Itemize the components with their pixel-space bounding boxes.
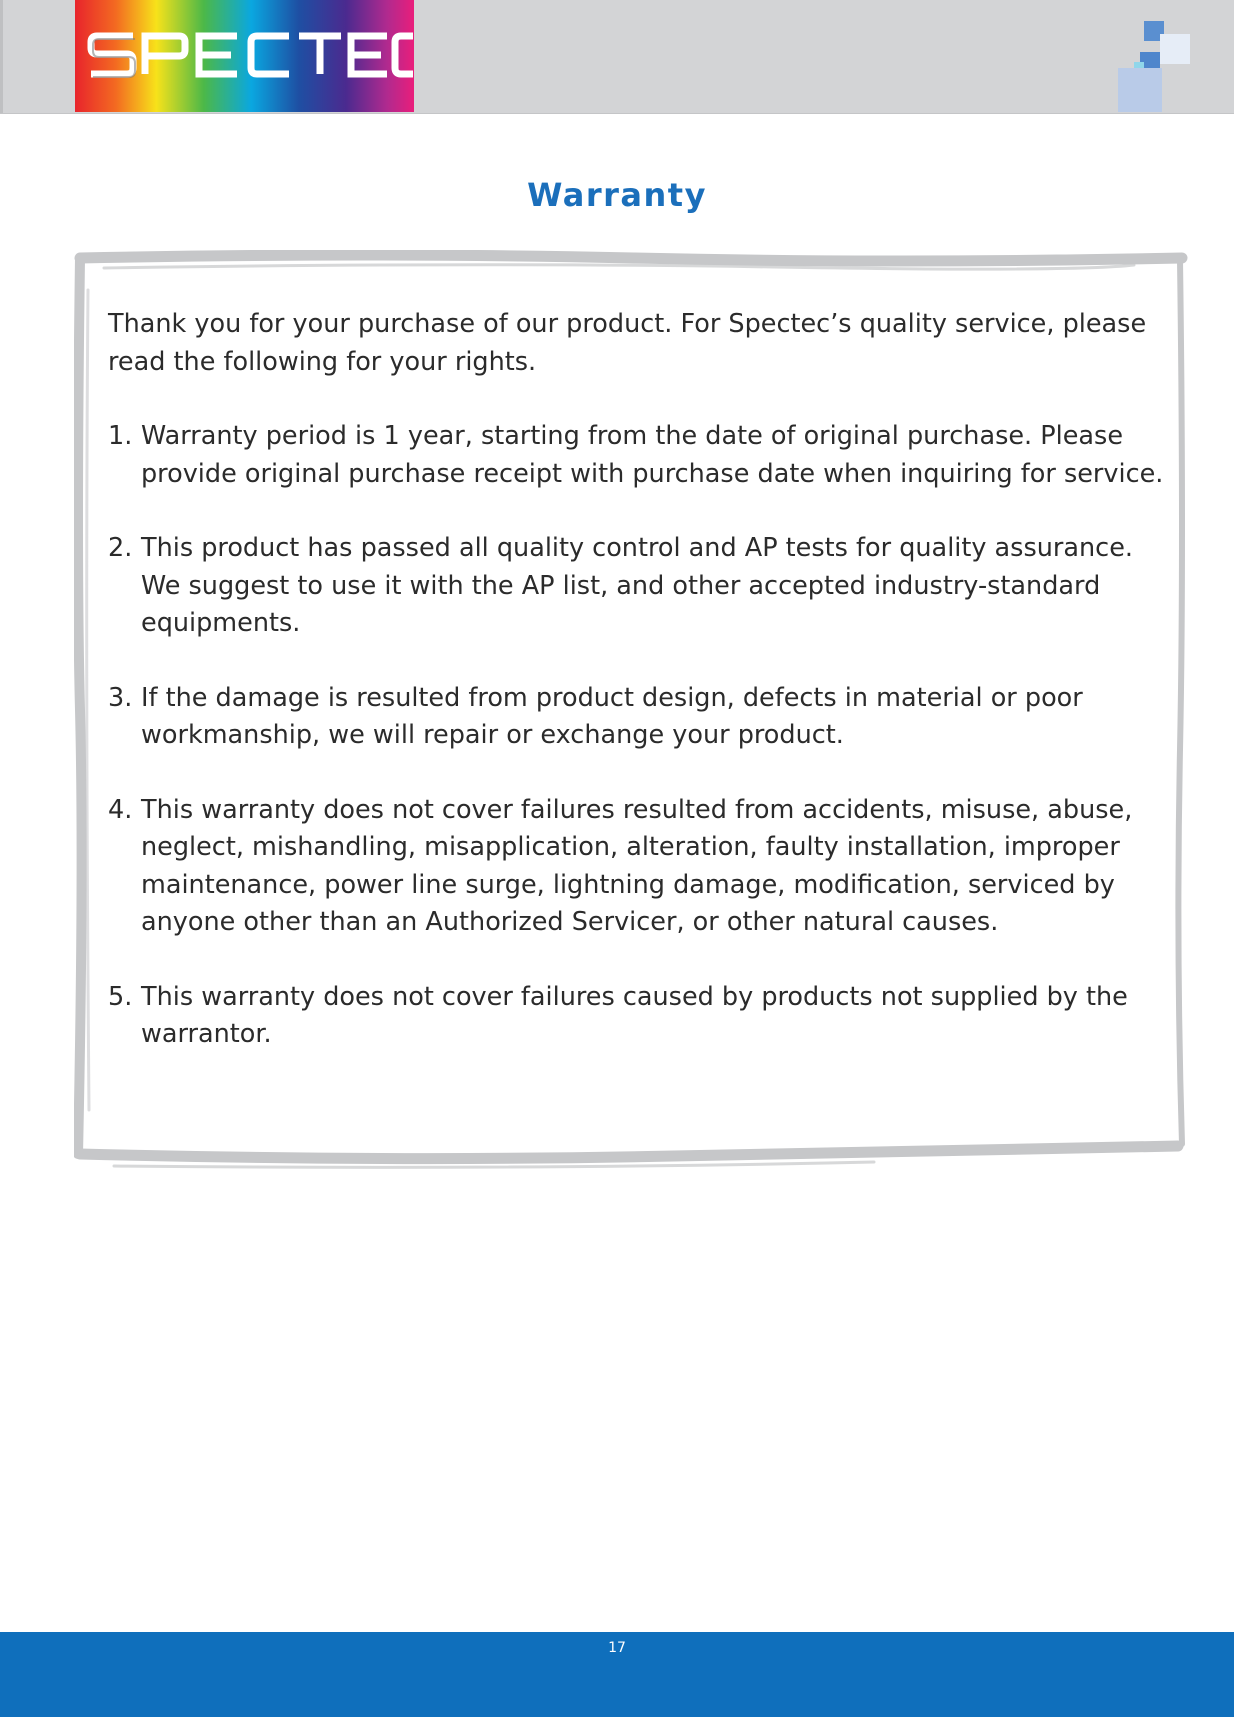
list-item-text: Warranty period is 1 year, starting from the date of original purchase. Please provide original purchase receipt with purchase date when inquiring for service. (141, 421, 1164, 489)
list-item (108, 530, 1178, 643)
header-edge (0, 0, 3, 113)
warranty-content (108, 306, 1178, 1091)
list-item-text: This warranty does not cover failures caused by products not supplied by the warrantor. (141, 981, 1128, 1049)
decorative-squares-icon (1110, 16, 1190, 112)
warranty-terms-list (108, 418, 1178, 1054)
list-item-number: 4. (108, 794, 133, 825)
list-item-text: This product has passed all quality control and AP tests for quality assurance. We suggest to use it with the AP list, and other accepted industry-standard equipments. (141, 533, 1133, 638)
page-number: 17 (608, 1640, 626, 1656)
list-item-number: 1. (108, 421, 133, 451)
list-item-number: 5. (108, 981, 133, 1012)
spectec-logo (75, 0, 414, 112)
page-footer (0, 1632, 1234, 1717)
list-item (108, 680, 1178, 755)
list-item (108, 418, 1178, 493)
list-item-number: 3. (108, 682, 133, 713)
page-title: Warranty (527, 176, 707, 214)
list-item-text: If the damage is resulted from product design, defects in material or poor workmanship, we will repair or exchange your product. (141, 682, 1083, 750)
spectec-logo-wordmark (75, 0, 414, 112)
list-item (108, 792, 1178, 942)
page-header (0, 0, 1234, 114)
list-item (108, 979, 1178, 1054)
intro-paragraph: Thank you for your purchase of our product. For Spectec’s quality service, please read the following for your rights. (108, 309, 1147, 377)
list-item-number: 2. (108, 533, 133, 563)
list-item-text: This warranty does not cover failures resulted from accidents, misuse, abuse, neglect, mishandling, misapplication, alteration, faulty installation, improper maintenance, power line surge, lightning damage, modification, serviced by anyone other than an Authorized Servicer, or other natural causes. (141, 794, 1133, 937)
